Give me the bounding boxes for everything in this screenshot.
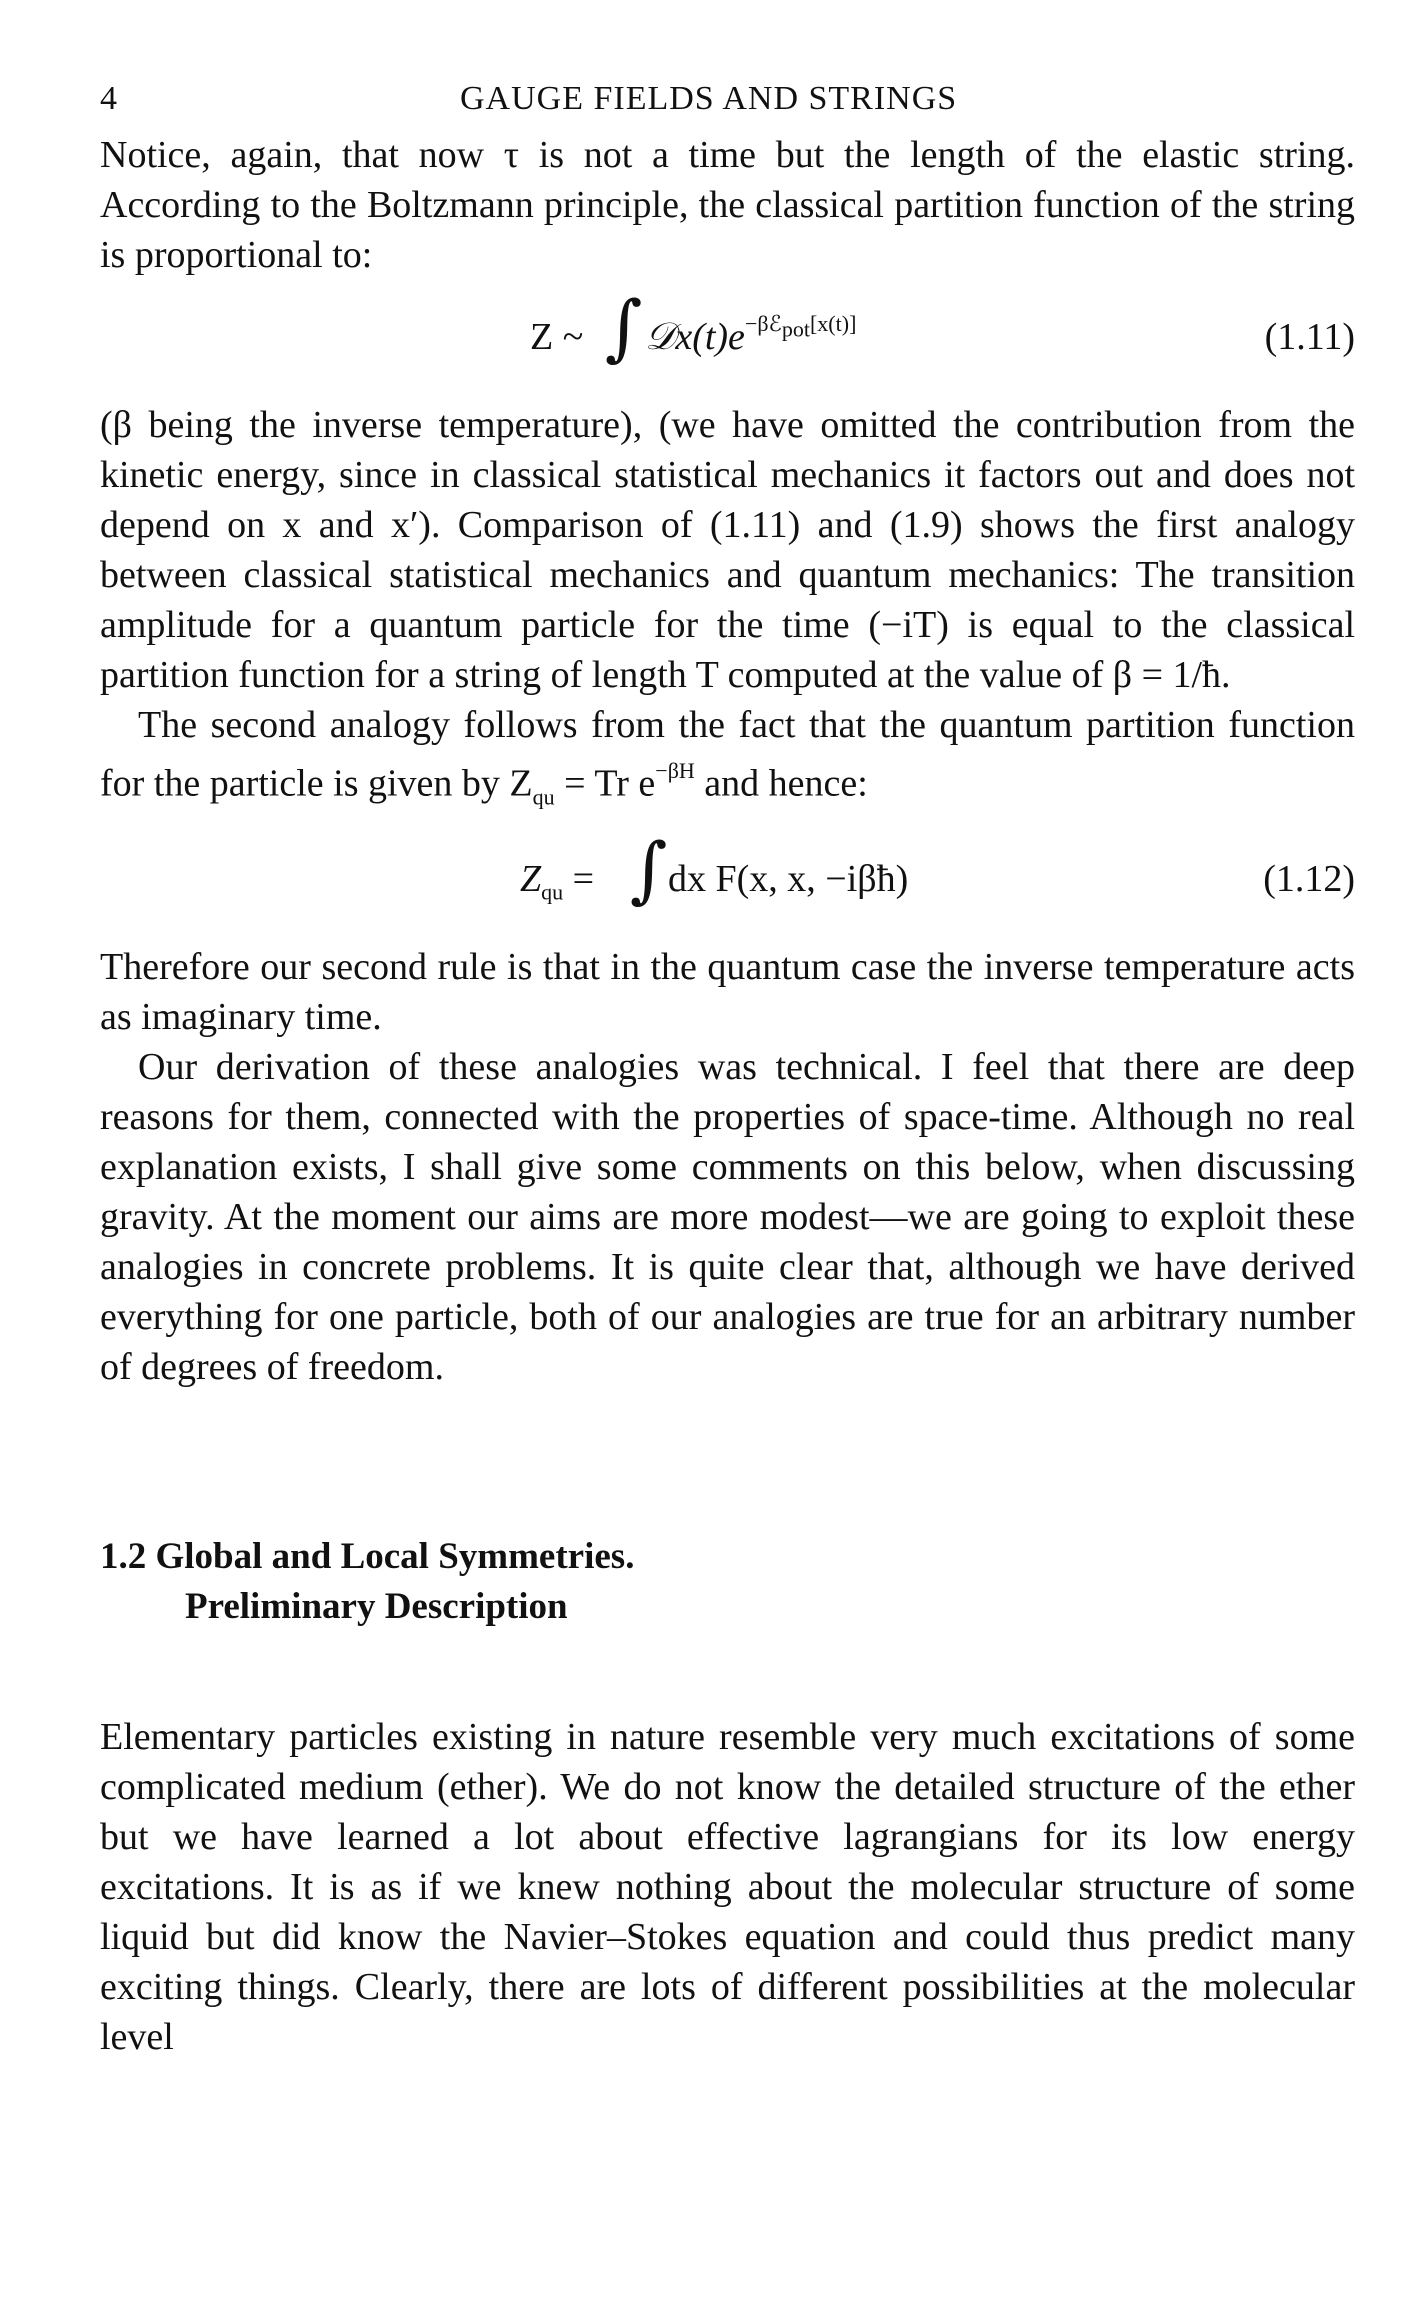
section-title-line1: Global and Local Symmetries.: [155, 1536, 635, 1578]
running-header: [100, 70, 1355, 130]
eq1-body: $𝒟x(t)e^{-\beta ℰ_{pot}[x(t)]}$: [645, 311, 857, 358]
section-number: 1.2: [100, 1536, 147, 1578]
running-title: GAUGE FIELDS AND STRINGS: [460, 80, 958, 117]
eq2-label: (1.12): [1263, 858, 1355, 901]
eq2-lhs: $Z_{qu}$ =: [520, 858, 595, 905]
paragraph-3: The second analogy follows from the fact that the quantum partition function for the particle is given by $Z_{qu} = Tr$ $e^{-\beta H}$ and hence:: [100, 704, 1355, 810]
page: [100, 70, 1355, 2062]
paragraph-5: Our derivation of these analogies was technical. I feel that there are deep reasons for them, connected with the properties of space-time. Although no real explanation exists, I shall give some comments on this below, when discussing gravity. At the moment our aims are more modest—we are going to exploit these analogies in concrete problems. It is quite clear that, although we have derived everything for one particle, both of our analogies are true for an arbitrary number of degrees of freedom.: [100, 1046, 1355, 1389]
paragraph-1: Notice, again, that now τ is not a time but the length of the elastic string. According to the Boltzmann principle, the classical partition function of the string is proportional to:: [100, 134, 1355, 276]
section-title-line2: Preliminary Description: [185, 1586, 568, 1628]
paragraph-6: Elementary particles existing in nature resemble very much excitations of some complicated medium (ether). We do not know the detailed structure of the ether but we have learned a lot about effective lagrangians for its low energy excitations. It is as if we knew nothing about the molecular structure of some liquid but did know the Navier–Stokes equation and could thus predict many exciting things. Clearly, there are lots of different possibilities at the molecular level: [100, 1716, 1355, 2059]
section-heading: [100, 1532, 1355, 1632]
integral-sign: ∫: [605, 285, 643, 369]
equation-1-11: [100, 280, 1355, 400]
eq1-label: (1.11): [1264, 316, 1355, 358]
paragraph-4: Therefore our second rule is that in the quantum case the inverse temperature acts as imaginary time.: [100, 946, 1355, 1039]
eq1-lhs: Z ~: [530, 316, 584, 358]
integral-sign: ∫: [630, 827, 668, 912]
paragraph-2: (β being the inverse temperature), (we have omitted the contribution from the kinetic energy, since in classical statistical mechanics it factors out and does not depend on x and x′). Comparison of (1.11) and (1.9) shows the first analogy between classical statistical mechanics and quantum mechanics: The transition amplitude for a quantum particle for the time (−iT) is equal to the classical partition function for a string of length T computed at the value of β = 1/ħ.: [100, 404, 1355, 696]
equation-1-12: [100, 822, 1355, 942]
page-number: 4: [100, 80, 118, 117]
eq2-body: dx F(x, x, −iβħ): [668, 858, 909, 901]
